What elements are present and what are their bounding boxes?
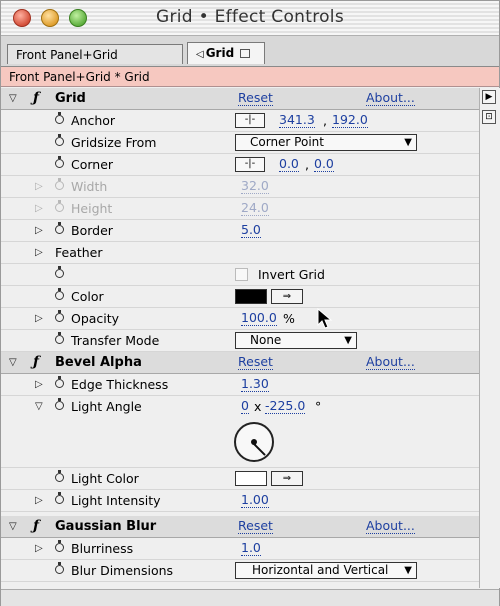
stopwatch-icon[interactable] [55, 543, 64, 552]
param-label: Light Angle [71, 399, 142, 414]
collapse-triangle-icon[interactable]: ▷ [35, 313, 43, 324]
param-row-gridsize-from [1, 132, 479, 154]
stopwatch-icon [55, 181, 64, 190]
param-label: Light Color [71, 471, 139, 486]
crosshair-icon[interactable]: -|- [235, 157, 265, 172]
param-label: Gridsize From [71, 135, 157, 150]
color-swatch[interactable] [235, 289, 267, 304]
gridsize-from-select[interactable] [235, 134, 417, 151]
invert-grid-checkbox[interactable] [235, 268, 248, 281]
effects-list [1, 88, 479, 588]
tab-grid[interactable] [187, 42, 265, 64]
param-label: Opacity [71, 311, 120, 326]
stopwatch-icon[interactable] [55, 137, 64, 146]
collapse-triangle-icon[interactable]: ▷ [35, 495, 43, 506]
side-strip [479, 88, 500, 588]
param-row-edge-thickness [1, 374, 479, 396]
select-value: Horizontal and Vertical [252, 563, 389, 577]
opacity-value[interactable]: 100.0 [241, 310, 277, 325]
param-label: Width [71, 179, 108, 194]
color-swatch[interactable] [235, 471, 267, 486]
anchor-separator: , [323, 113, 327, 128]
collapse-triangle-icon[interactable]: ▷ [35, 203, 43, 214]
fx-toggle-icon[interactable]: ƒ [33, 90, 40, 106]
param-row-border [1, 220, 479, 242]
param-label: Border [71, 223, 113, 238]
expand-triangle-icon[interactable]: ▽ [9, 93, 17, 104]
collapse-triangle-icon[interactable]: ▷ [35, 225, 43, 236]
corner-y-value[interactable]: 0.0 [314, 156, 334, 171]
light-angle-revolutions[interactable]: 0 [241, 398, 249, 413]
chevron-down-icon: ▼ [404, 137, 412, 148]
expand-triangle-icon[interactable]: ▽ [9, 357, 17, 368]
param-label: Blur Dimensions [71, 563, 174, 578]
stopwatch-icon[interactable] [55, 495, 64, 504]
param-row-transfer-mode [1, 330, 479, 352]
tab-bar [1, 36, 499, 67]
eyedropper-icon[interactable]: ⇒ [271, 289, 303, 304]
tab-menu-icon[interactable] [240, 49, 250, 58]
stopwatch-icon[interactable] [55, 565, 64, 574]
blur-dimensions-select[interactable] [235, 562, 417, 579]
param-row-invert-grid [1, 264, 479, 286]
fx-toggle-icon[interactable]: ƒ [33, 518, 40, 534]
about-link[interactable]: About... [366, 90, 415, 105]
param-row-corner [1, 154, 479, 176]
light-angle-unit: ° [315, 399, 322, 414]
dial-needle [252, 442, 265, 455]
height-value: 24.0 [241, 200, 269, 215]
param-row-light-color [1, 468, 479, 490]
effect-header-gaussian-blur[interactable] [1, 516, 479, 538]
param-row-blurriness [1, 538, 479, 560]
window-footer [1, 589, 499, 606]
effect-header-bevel-alpha[interactable] [1, 352, 479, 374]
panel-menu-arrow-icon[interactable]: ▶ [482, 90, 496, 104]
collapse-triangle-icon[interactable]: ▷ [35, 181, 43, 192]
select-value: Corner Point [250, 135, 324, 149]
param-row-feather [1, 242, 479, 264]
effect-name: Grid [55, 91, 86, 106]
light-angle-degrees[interactable]: -225.0 [265, 398, 306, 413]
transfer-mode-select[interactable] [235, 332, 357, 349]
collapse-triangle-icon[interactable]: ▷ [35, 247, 43, 258]
collapse-triangle-icon[interactable]: ▷ [35, 543, 43, 554]
light-intensity-value[interactable]: 1.00 [241, 492, 269, 507]
stopwatch-icon[interactable] [55, 379, 64, 388]
reset-link[interactable]: Reset [238, 518, 273, 533]
param-label: Color [71, 289, 104, 304]
expand-triangle-icon[interactable]: ▽ [9, 521, 17, 532]
eyedropper-icon[interactable]: ⇒ [271, 471, 303, 486]
param-label: Feather [55, 245, 103, 260]
tab-arrow-icon: ◁ [196, 49, 204, 60]
stopwatch-icon[interactable] [55, 313, 64, 322]
anchor-x-value[interactable]: 341.3 [279, 112, 315, 127]
checkbox-label[interactable]: Invert Grid [258, 267, 325, 282]
corner-separator: , [305, 157, 309, 172]
stopwatch-icon[interactable] [55, 335, 64, 344]
reset-link[interactable]: Reset [238, 354, 273, 369]
chevron-down-icon: ▼ [344, 335, 352, 346]
param-row-opacity [1, 308, 479, 330]
param-row-light-angle [1, 396, 479, 468]
breadcrumb: Front Panel+Grid * Grid [1, 67, 499, 87]
effect-name: Bevel Alpha [55, 355, 142, 370]
chevron-down-icon: ▼ [404, 565, 412, 576]
param-row-light-intensity [1, 490, 479, 512]
collapse-triangle-icon[interactable]: ▷ [35, 379, 43, 390]
fx-toggle-icon[interactable]: ƒ [33, 354, 40, 370]
param-label: Blurriness [71, 541, 134, 556]
light-angle-x: x [254, 399, 262, 414]
param-label: Corner [71, 157, 114, 172]
border-value[interactable]: 5.0 [241, 222, 261, 237]
about-link[interactable]: About... [366, 354, 415, 369]
select-value: None [250, 333, 282, 347]
tab-front-panel-grid[interactable] [7, 44, 183, 64]
title-bar[interactable] [1, 1, 499, 36]
param-label: Anchor [71, 113, 116, 128]
width-value: 32.0 [241, 178, 269, 193]
stopwatch-icon[interactable] [55, 115, 64, 124]
mouse-cursor-icon [317, 308, 333, 330]
tab-label: Grid [205, 46, 235, 60]
param-row-height [1, 198, 479, 220]
anchor-y-value[interactable]: 192.0 [332, 112, 368, 127]
opacity-unit: % [283, 311, 295, 326]
tab-label: Front Panel+Grid [16, 48, 118, 62]
stopwatch-icon[interactable] [55, 401, 64, 410]
stopwatch-icon[interactable] [55, 225, 64, 234]
param-label: Edge Thickness [71, 377, 169, 392]
effect-header-grid[interactable] [1, 88, 479, 110]
reset-link[interactable]: Reset [238, 90, 273, 105]
stopwatch-icon[interactable] [55, 291, 64, 300]
stopwatch-icon[interactable] [55, 473, 64, 482]
stopwatch-icon[interactable] [55, 269, 64, 278]
crosshair-icon[interactable]: -|- [235, 113, 265, 128]
edge-thickness-value[interactable]: 1.30 [241, 376, 269, 391]
blurriness-value[interactable]: 1.0 [241, 540, 261, 555]
angle-dial[interactable] [234, 422, 274, 462]
expand-triangle-icon[interactable]: ▽ [35, 401, 43, 412]
window-title: Grid • Effect Controls [155, 7, 344, 27]
corner-x-value[interactable]: 0.0 [279, 156, 299, 171]
panel-options-icon[interactable]: ⊡ [482, 110, 496, 124]
param-row-width [1, 176, 479, 198]
param-label: Light Intensity [71, 493, 161, 508]
param-row-blur-dimensions [1, 560, 479, 582]
about-link[interactable]: About... [366, 518, 415, 533]
param-label: Transfer Mode [71, 333, 160, 348]
param-row-color [1, 286, 479, 308]
stopwatch-icon[interactable] [55, 159, 64, 168]
param-row-anchor [1, 110, 479, 132]
stopwatch-icon [55, 203, 64, 212]
effect-name: Gaussian Blur [55, 519, 157, 534]
param-label: Height [71, 201, 113, 216]
